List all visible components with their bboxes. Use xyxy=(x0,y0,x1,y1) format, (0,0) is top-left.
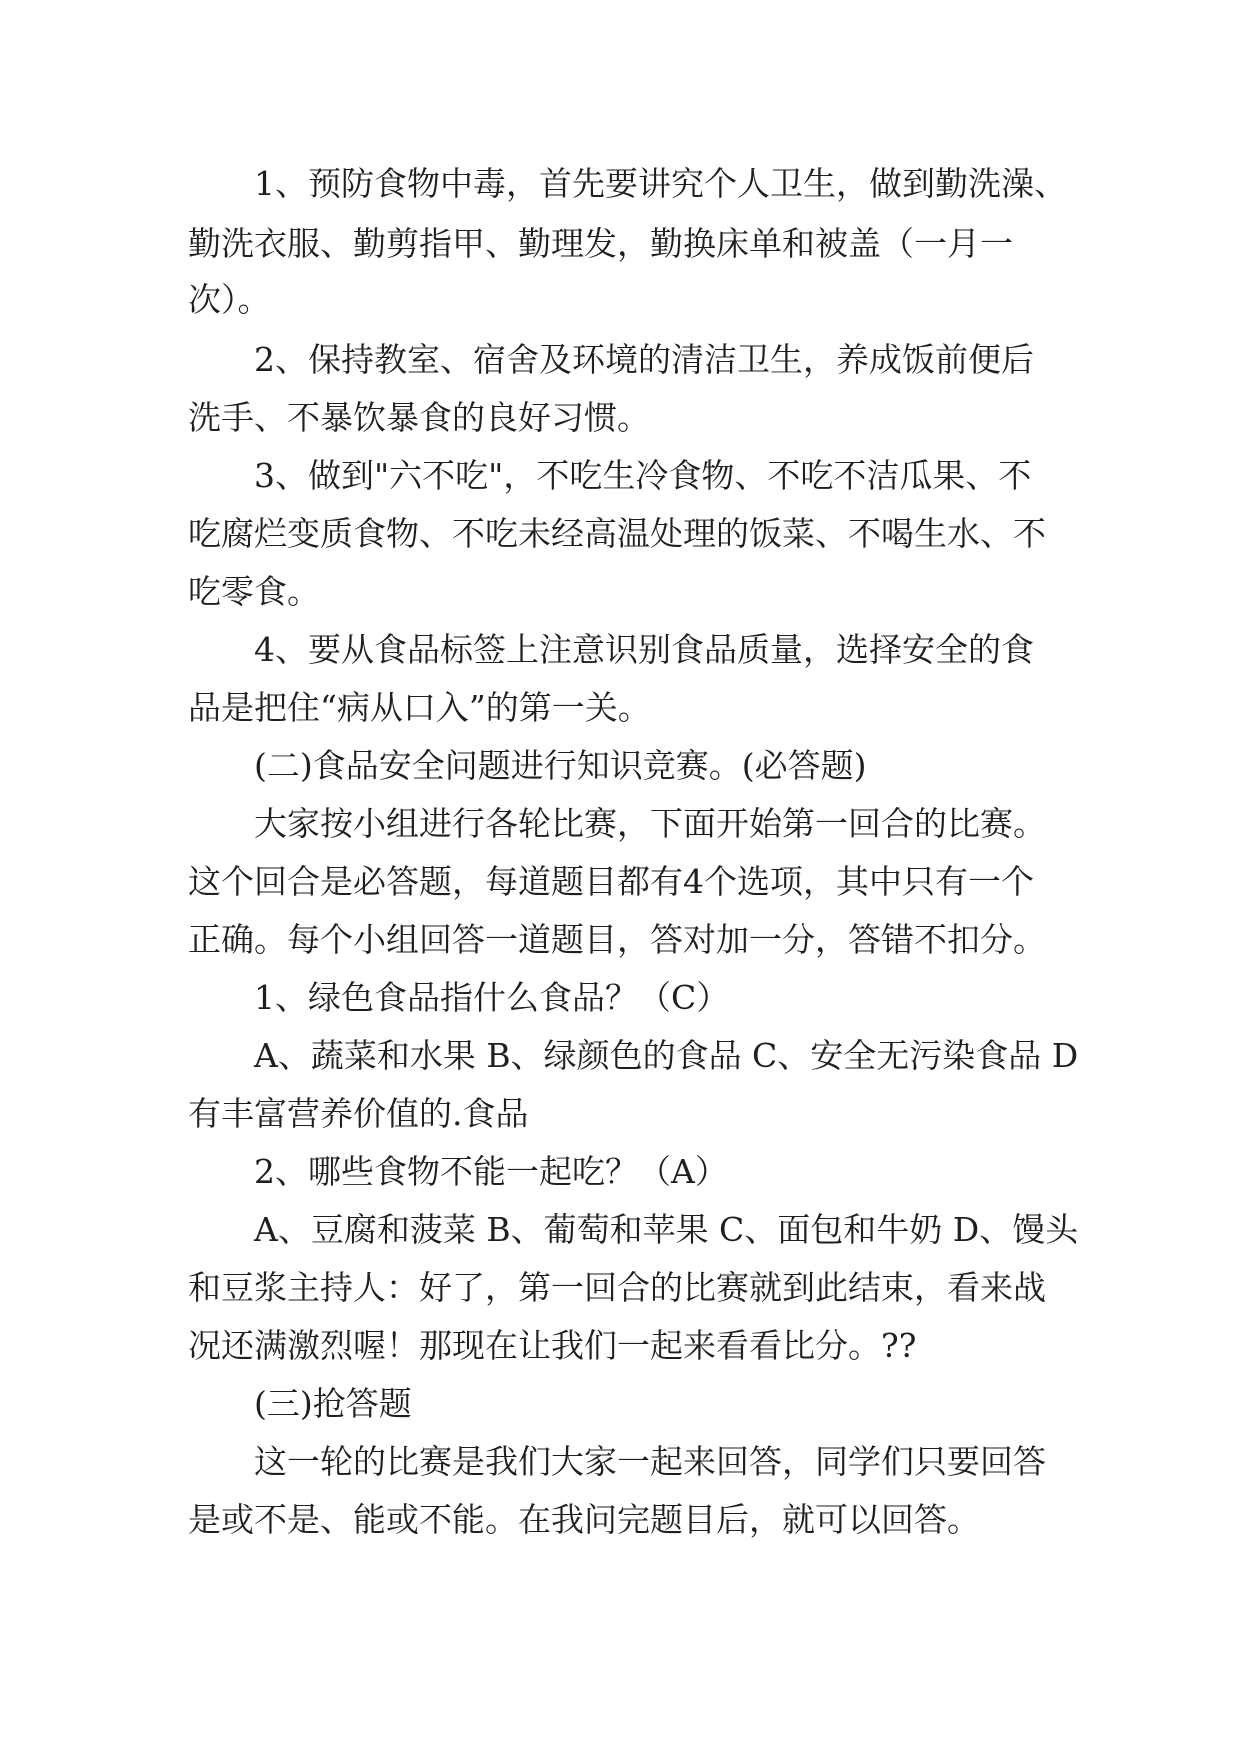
text-line: 吃零食。 xyxy=(188,572,320,611)
text-line: 大家按小组进行各轮比赛，下面开始第一回合的比赛。 xyxy=(188,804,1046,843)
text-line: 次）。 xyxy=(188,280,271,319)
text-line: 4、要从食品标签上注意识别食品质量，选择安全的食 xyxy=(188,630,1034,669)
section-heading: (三)抢答题 xyxy=(188,1384,412,1423)
text-line: 1、预防食物中毒，首先要讲究个人卫生，做到勤洗澡、 xyxy=(188,164,1067,203)
text-line: 3、做到"六不吃"，不吃生冷食物、不吃不洁瓜果、不 xyxy=(188,456,1032,495)
text-line: 这一轮的比赛是我们大家一起来回答，同学们只要回答 xyxy=(188,1442,1046,1481)
text-line: 品是把住“病从口入”的第一关。 xyxy=(188,688,651,727)
text-line: 这个回合是必答题，每道题目都有4个选项，其中只有一个 xyxy=(188,862,1034,901)
text-line: 和豆浆主持人：好了，第一回合的比赛就到此结束，看来战 xyxy=(188,1268,1046,1307)
question-line: 1、绿色食品指什么食品？（C） xyxy=(188,978,730,1017)
text-line: 是或不是、能或不能。在我问完题目后，就可以回答。 xyxy=(188,1500,980,1539)
text-line: 勤洗衣服、勤剪指甲、勤理发，勤换床单和被盖（一月一 xyxy=(188,224,1013,263)
text-line: 2、保持教室、宿舍及环境的清洁卫生，养成饭前便后 xyxy=(188,340,1034,379)
options-line: A、豆腐和菠菜 B、葡萄和苹果 C、面包和牛奶 D、馒头 xyxy=(188,1210,1079,1249)
question-line: 2、哪些食物不能一起吃？（A） xyxy=(188,1152,728,1191)
options-line: 有丰富营养价值的.食品 xyxy=(188,1094,529,1133)
text-line: 正确。每个小组回答一道题目，答对加一分，答错不扣分。 xyxy=(188,920,1046,959)
text-line: 洗手、不暴饮暴食的良好习惯。 xyxy=(188,398,650,437)
text-line: 况还满激烈喔！那现在让我们一起来看看比分。?? xyxy=(188,1326,917,1365)
options-line: A、蔬菜和水果 B、绿颜色的食品 C、安全无污染食品 D xyxy=(188,1036,1079,1075)
text-line: 吃腐烂变质食物、不吃未经高温处理的饭菜、不喝生水、不 xyxy=(188,514,1046,553)
section-heading: (二)食品安全问题进行知识竞赛。(必答题) xyxy=(188,746,867,785)
